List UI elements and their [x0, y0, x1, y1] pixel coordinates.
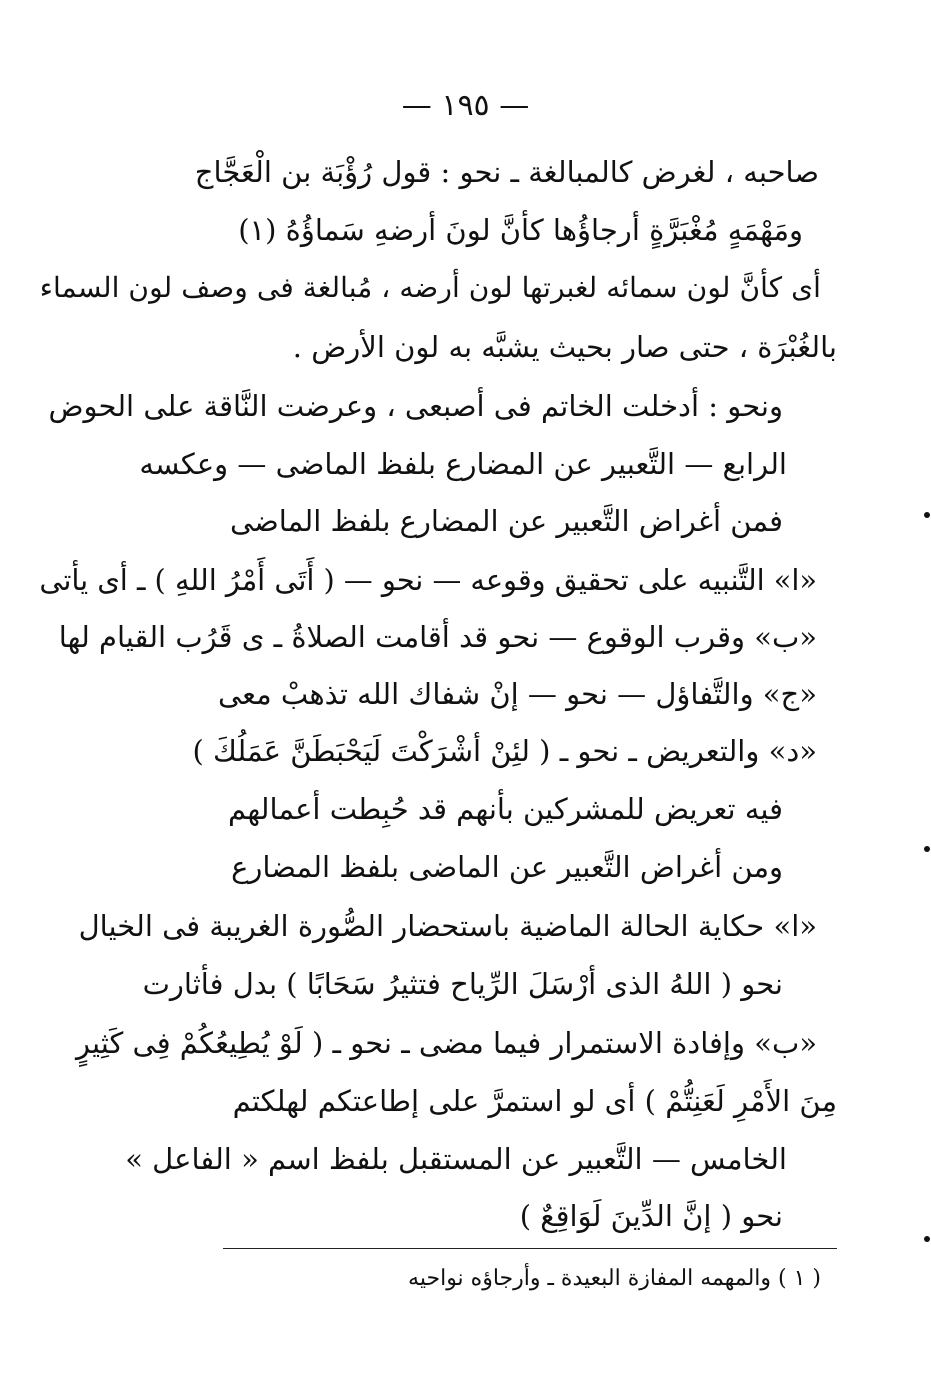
text-line: ونحو : أدخلت الخاتم فى أصبعى ، وعرضت النَّاقة على الحوض	[48, 389, 783, 423]
footnote: ( ١ ) والمهمه المفازة البعيدة ـ وأرجاؤه نواحيه	[408, 1266, 821, 1291]
list-item: «ب» وقرب الوقوع — نحو قد أقامت الصلاةُ ـ ى قَرُب القيام لها	[58, 620, 817, 654]
list-item: «ب» وإفادة الاستمرار فيما مضى ـ نحو ـ ( لَوْ يُطِيعُكُمْ فِى كَثِيرٍ	[76, 1026, 817, 1060]
section-subheading: ومن أغراض التَّعبير عن الماضى بلفظ المضارع	[231, 850, 783, 884]
list-item: «د» والتعريض ـ نحو ـ ( لئِنْ أشْرَكْتَ لَيَحْبَطَنَّ عَمَلُكَ )	[192, 734, 817, 768]
text-line: نحو ( إنَّ الدِّينَ لَوَاقِعٌ )	[519, 1199, 783, 1233]
list-item: «ج» والتَّفاؤل — نحو — إنْ شفاك الله تذهبْ معى	[217, 677, 817, 711]
text-line: مِنَ الأَمْرِ لَعَنِتُّمْ ) أى لو استمرَّ على إطاعتكم لهلكتم	[232, 1084, 837, 1118]
text-line: أى كأنَّ لون سمائه لغبرتها لون أرضه ، مُبالغة فى وصف لون السماء	[39, 271, 821, 304]
page-edge-mark	[924, 1236, 930, 1242]
text-line: بالغُبْرَة ، حتى صار بحيث يشبَّه به لون الأرض .	[292, 330, 837, 364]
footnote-divider	[223, 1248, 837, 1249]
list-item: «ا» حكاية الحالة الماضية باستحضار الصُّورة الغريبة فى الخيال	[78, 909, 817, 943]
page-edge-mark	[924, 846, 930, 852]
section-heading: الخامس — التَّعبير عن المستقبل بلفظ اسم « الفاعل »	[125, 1142, 787, 1176]
text-line: فيه تعريض للمشركين بأنهم قد حُبِطت أعمالهم	[228, 792, 783, 826]
page-edge-mark	[924, 512, 930, 518]
section-subheading: فمن أغراض التَّعبير عن المضارع بلفظ الماضى	[230, 504, 783, 538]
list-item: «ا» التَّنبيه على تحقيق وقوعه — نحو — ( أَتَى أَمْرُ اللهِ ) ـ أى يأتى	[39, 563, 817, 597]
text-line: صاحبه ، لغرض كالمبالغة ـ نحو : قول رُؤْبَة بن الْعَجَّاج	[194, 155, 819, 189]
text-line: نحو ( اللهُ الذى أرْسَلَ الرِّياح فتثيرُ سَحَابًا ) بدل فأثارت	[142, 967, 783, 1001]
poetry-verse: ومَهْمَهٍ مُغْبَرَّةٍ أرجاؤُها كأنَّ لونَ أرضهِ سَماؤُهُ (١)	[238, 213, 803, 247]
section-heading: الرابع — التَّعبير عن المضارع بلفظ الماضى — وعكسه	[139, 447, 787, 481]
page-number: — ١٩٥ —	[401, 88, 530, 123]
